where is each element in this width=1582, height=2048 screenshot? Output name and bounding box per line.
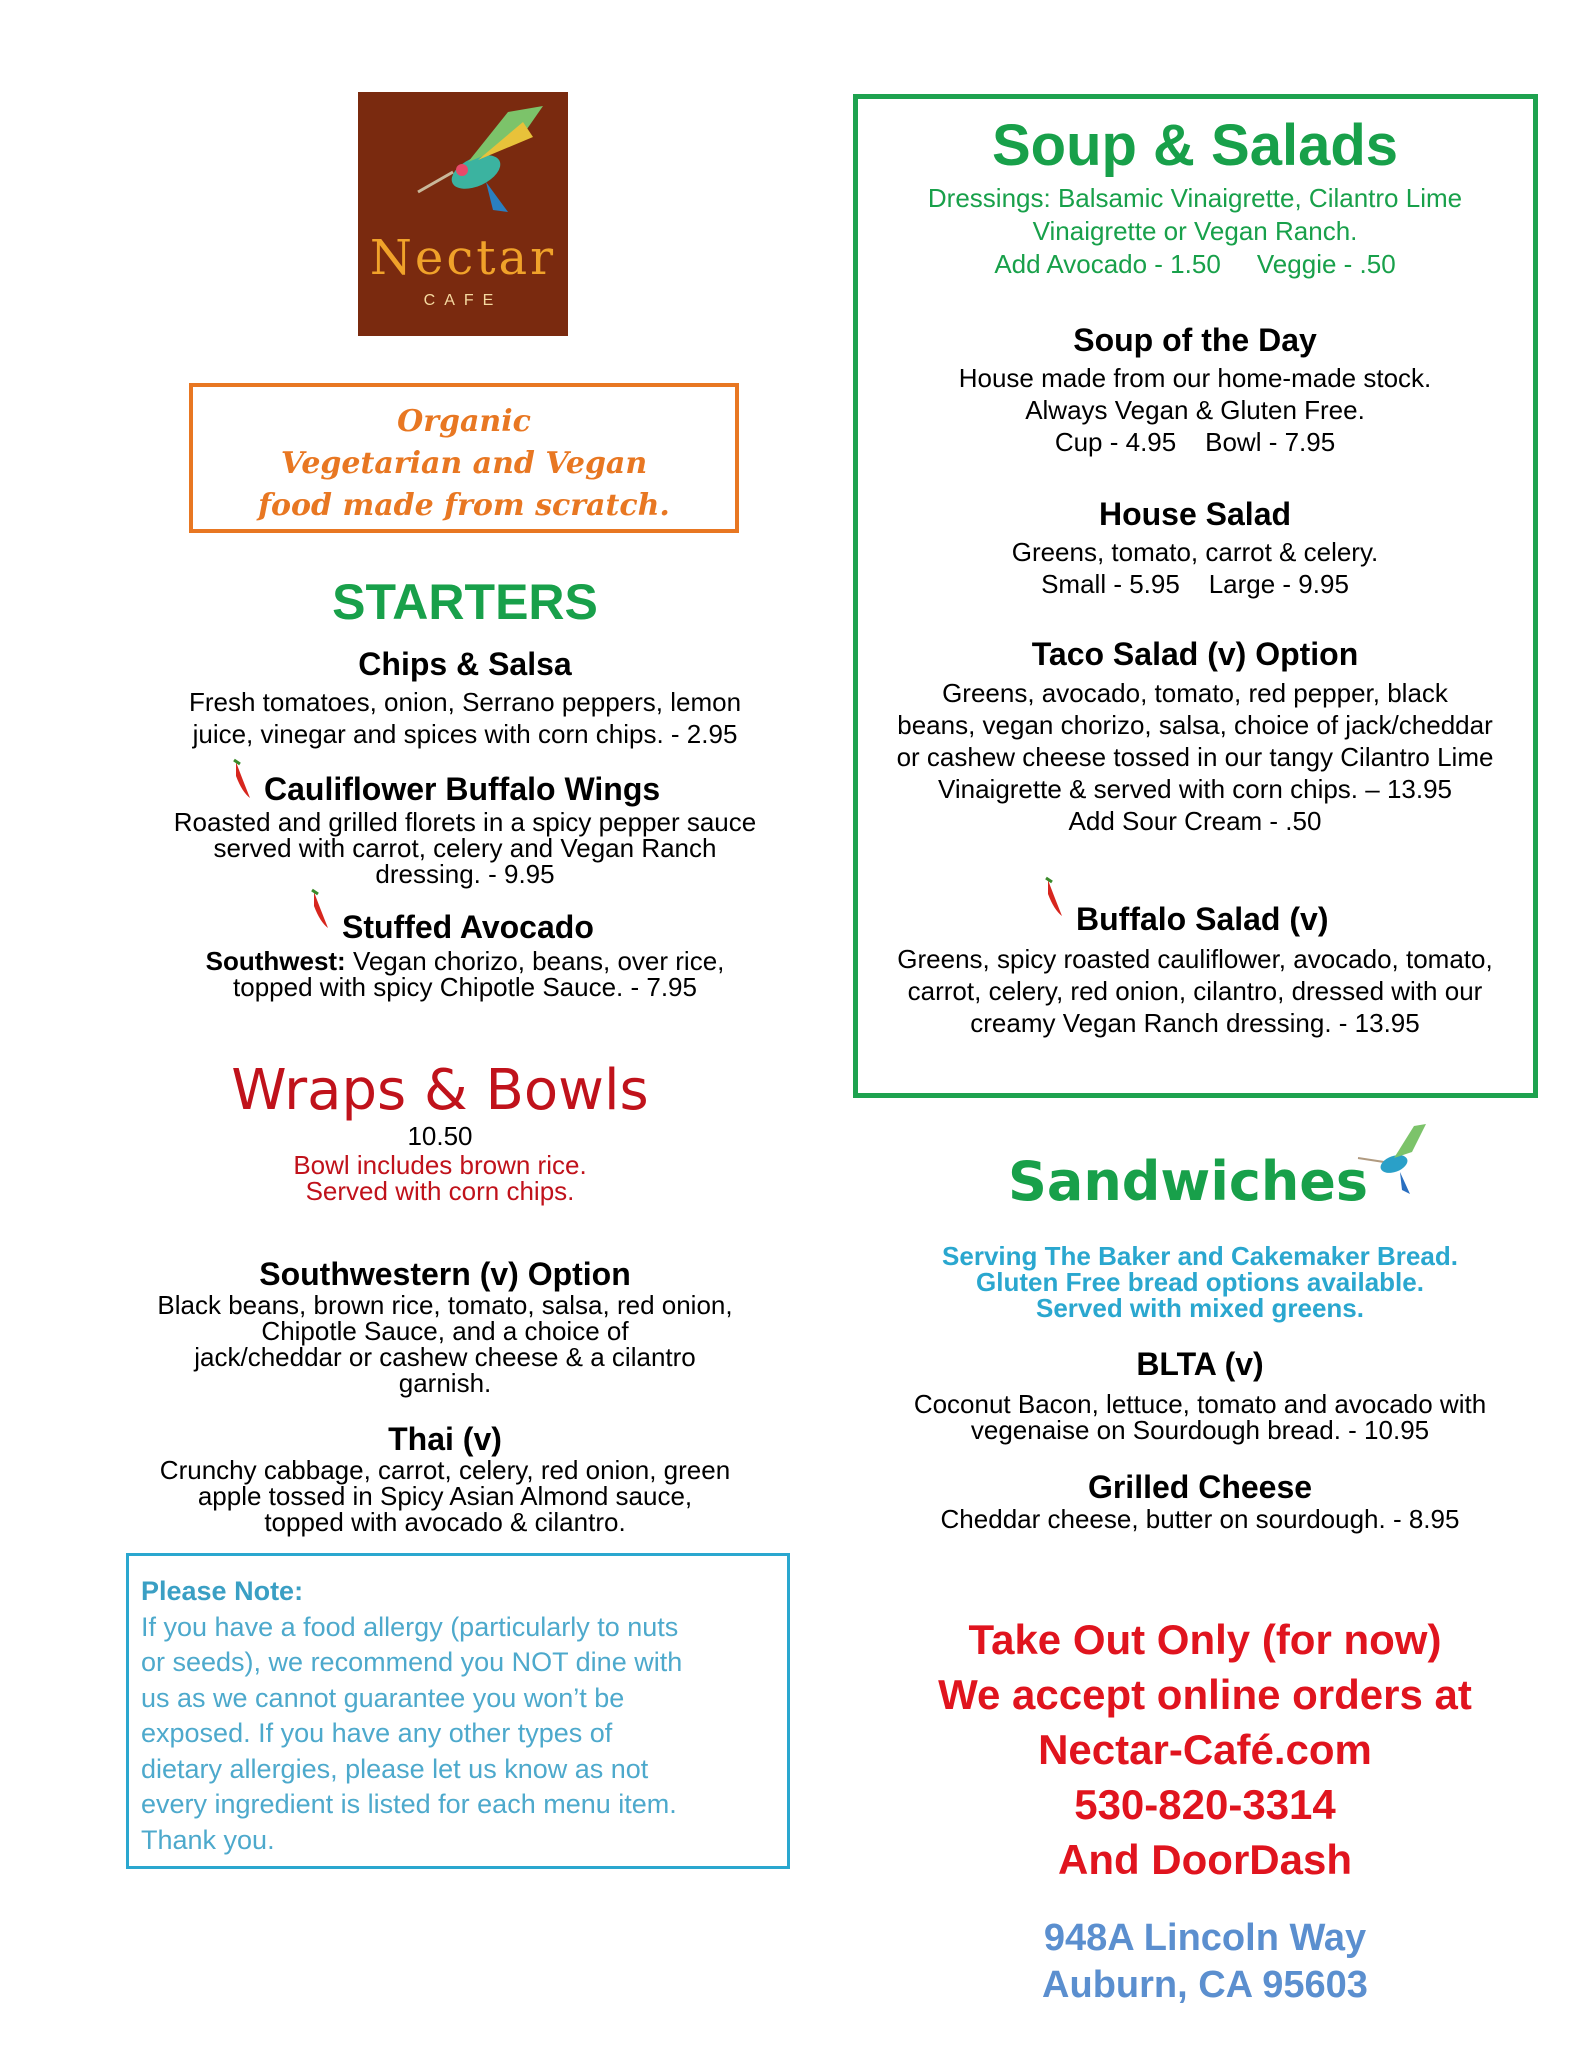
soup-day-desc bbox=[870, 362, 1520, 458]
desc-line: dressing. - 9.95 bbox=[375, 859, 555, 889]
dressing-line: Dressings: Balsamic Vinaigrette, Cilantro Lime bbox=[927, 183, 1463, 213]
desc-line: Vinaigrette & served with corn chips. – 13.95 bbox=[937, 774, 1453, 804]
desc-line: or cashew cheese tossed in our tangy Cilantro Lime bbox=[896, 742, 1494, 772]
takeout-line: Take Out Only (for now) bbox=[968, 1616, 1442, 1663]
sandwiches-heading: Sandwiches bbox=[1008, 1150, 1369, 1213]
desc-line: garnish. bbox=[398, 1368, 492, 1398]
desc-line: juice, vinegar and spices with corn chips. - 2.95 bbox=[192, 719, 738, 749]
desc-line: Fresh tomatoes, onion, Serrano peppers, lemon bbox=[188, 687, 742, 717]
wings-title: Cauliflower Buffalo Wings bbox=[264, 771, 661, 807]
tagline-line: Vegetarian and Vegan bbox=[280, 446, 648, 481]
thai-title: Thai (v) bbox=[388, 1421, 502, 1457]
desc-line: House made from our home-made stock. bbox=[958, 363, 1432, 393]
desc-line: Greens, spicy roasted cauliflower, avocado, tomato, bbox=[897, 944, 1493, 974]
allergy-note-box bbox=[126, 1553, 790, 1869]
website-link[interactable]: Nectar-Café.com bbox=[1038, 1726, 1372, 1773]
takeout-info bbox=[880, 1612, 1530, 1887]
buffalo-salad-title: Buffalo Salad (v) bbox=[1076, 901, 1329, 937]
note-line: Served with corn chips. bbox=[305, 1176, 575, 1206]
desc-line: Greens, tomato, carrot & celery. bbox=[1011, 537, 1379, 567]
phone-number[interactable]: 530-820-3314 bbox=[1074, 1781, 1336, 1828]
blta-desc bbox=[870, 1391, 1530, 1443]
takeout-line: And DoorDash bbox=[1058, 1836, 1352, 1883]
hummingbird-icon bbox=[358, 92, 568, 232]
starters-heading: STARTERS bbox=[332, 574, 598, 630]
thai-desc bbox=[100, 1457, 790, 1535]
desc-line: apple tossed in Spicy Asian Almond sauce, bbox=[197, 1481, 693, 1511]
southwest-label: Southwest: bbox=[205, 946, 346, 976]
taco-salad-title: Taco Salad (v) Option bbox=[1031, 636, 1359, 672]
desc-line: Cheddar cheese, butter on sourdough. - 8.95 bbox=[940, 1504, 1460, 1534]
chili-pepper-icon bbox=[306, 888, 336, 932]
note-line: If you have a food allergy (particularly to nuts bbox=[141, 1611, 679, 1642]
dressing-line: Vinaigrette or Vegan Ranch. bbox=[1032, 216, 1358, 246]
desc-line: Coconut Bacon, lettuce, tomato and avocado with bbox=[913, 1389, 1487, 1419]
logo-name: Nectar bbox=[369, 230, 557, 286]
desc-line: creamy Vegan Ranch dressing. - 13.95 bbox=[970, 1008, 1420, 1038]
desc-line: Crunchy cabbage, carrot, celery, red onion, green bbox=[159, 1455, 731, 1485]
chili-pepper-icon bbox=[228, 758, 258, 802]
info-line: Served with mixed greens. bbox=[1035, 1293, 1364, 1323]
desc-line: Small - 5.95 Large - 9.95 bbox=[1041, 569, 1349, 599]
info-line: Gluten Free bread options available. bbox=[976, 1267, 1424, 1297]
desc-line: Chipotle Sauce, and a choice of bbox=[261, 1316, 629, 1346]
desc-line: topped with avocado & cilantro. bbox=[264, 1507, 626, 1537]
grilled-cheese-desc bbox=[870, 1506, 1530, 1532]
house-salad-desc bbox=[870, 536, 1520, 600]
chili-pepper-icon bbox=[1040, 876, 1070, 920]
desc-line: served with carrot, celery and Vegan Ranch bbox=[213, 833, 717, 863]
wraps-price: 10.50 bbox=[407, 1121, 473, 1151]
desc-line: jack/cheddar or cashew cheese & a cilantro bbox=[194, 1342, 696, 1372]
tagline-line: food made from scratch. bbox=[258, 488, 670, 523]
logo-subtitle: CAFE bbox=[423, 292, 503, 309]
desc-line: Add Sour Cream - .50 bbox=[1068, 806, 1322, 836]
note-line: every ingredient is listed for each menu item. bbox=[141, 1789, 677, 1819]
southwestern-desc bbox=[100, 1292, 790, 1396]
buffalo-salad-desc bbox=[865, 943, 1525, 1039]
avocado-title: Stuffed Avocado bbox=[342, 909, 594, 945]
desc-line: vegenaise on Sourdough bread. - 10.95 bbox=[970, 1415, 1430, 1445]
desc-line: Roasted and grilled florets in a spicy pepper sauce bbox=[173, 807, 757, 837]
info-line: Serving The Baker and Cakemaker Bread. bbox=[942, 1241, 1458, 1271]
note-line: dietary allergies, please let us know as not bbox=[141, 1753, 649, 1784]
note-line: or seeds), we recommend you NOT dine with bbox=[141, 1647, 683, 1677]
note-line: us as we cannot guarantee you won’t be bbox=[141, 1682, 625, 1713]
address-line: Auburn, CA 95603 bbox=[1042, 1964, 1368, 2006]
desc-line: Black beans, brown rice, tomato, salsa, red onion, bbox=[157, 1290, 733, 1320]
avocado-desc bbox=[120, 948, 810, 1000]
blta-title: BLTA (v) bbox=[1136, 1346, 1264, 1382]
bread-info bbox=[880, 1243, 1520, 1321]
soup-day-title: Soup of the Day bbox=[1073, 322, 1317, 358]
desc-line: Greens, avocado, tomato, red pepper, black bbox=[942, 678, 1448, 708]
note-heading: Please Note: bbox=[141, 1576, 304, 1606]
dressings-info bbox=[870, 182, 1520, 281]
chips-title: Chips & Salsa bbox=[358, 646, 572, 682]
desc-line: carrot, celery, red onion, cilantro, dressed with our bbox=[907, 976, 1483, 1006]
desc-line: Cup - 4.95 Bowl - 7.95 bbox=[1054, 427, 1336, 457]
takeout-line: We accept online orders at bbox=[938, 1671, 1472, 1718]
wings-desc bbox=[120, 809, 810, 887]
addons-line: Add Avocado - 1.50 Veggie - .50 bbox=[994, 249, 1396, 279]
chips-desc bbox=[120, 686, 810, 750]
note-line: Thank you. bbox=[141, 1824, 275, 1855]
wraps-heading: Wraps & Bowls bbox=[231, 1058, 649, 1123]
grilled-cheese-title: Grilled Cheese bbox=[1087, 1469, 1313, 1505]
desc-text: Vegan chorizo, beans, over rice, bbox=[345, 946, 725, 976]
note-line: exposed. If you have any other types of bbox=[141, 1718, 613, 1748]
desc-line bbox=[120, 948, 810, 974]
soup-heading: Soup & Salads bbox=[991, 113, 1399, 178]
tagline-box bbox=[189, 383, 739, 533]
tagline-line: Organic bbox=[397, 404, 531, 439]
desc-line: topped with spicy Chipotle Sauce. - 7.95 bbox=[233, 972, 697, 1002]
address-block bbox=[880, 1915, 1530, 2009]
hummingbird-icon bbox=[1354, 1118, 1436, 1200]
southwestern-title: Southwestern (v) Option bbox=[259, 1256, 631, 1292]
house-salad-title: House Salad bbox=[1098, 496, 1292, 532]
address-line: 948A Lincoln Way bbox=[1043, 1917, 1367, 1959]
taco-salad-desc bbox=[865, 677, 1525, 837]
desc-line: Always Vegan & Gluten Free. bbox=[1025, 395, 1365, 425]
nectar-cafe-logo bbox=[358, 92, 568, 336]
wraps-notes bbox=[200, 1152, 680, 1204]
desc-line: beans, vegan chorizo, salsa, choice of jack/cheddar bbox=[897, 710, 1493, 740]
note-line: Bowl includes brown rice. bbox=[293, 1150, 587, 1180]
